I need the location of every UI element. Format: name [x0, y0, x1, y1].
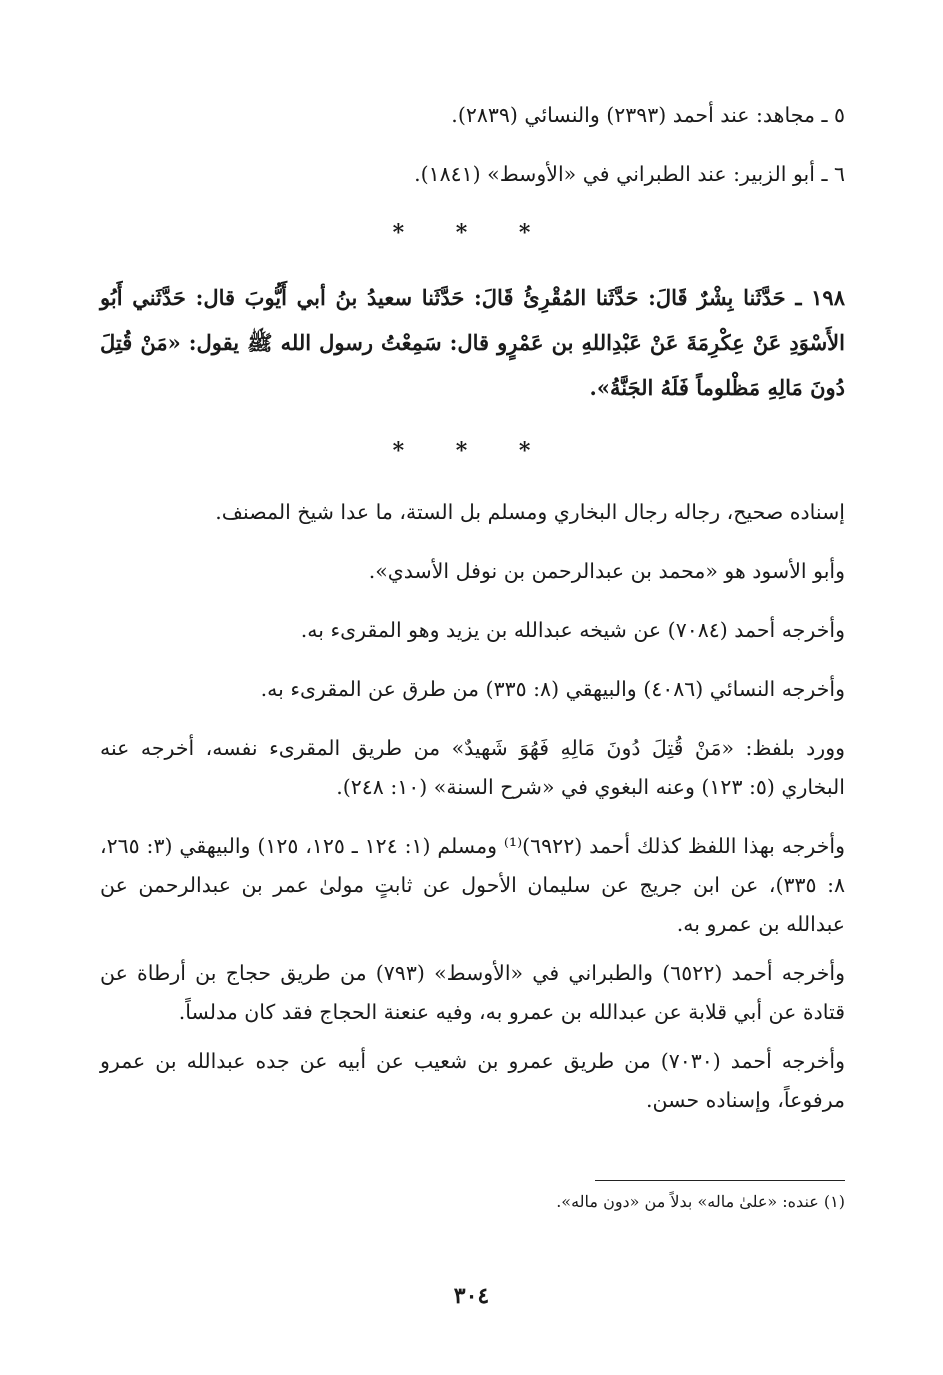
commentary-paragraph: وأخرجه بهذا اللفظ كذلك أحمد (٦٩٢٢)⁽¹⁾ ومسلم (١: ١٢٤ ـ ١٢٥، ١٢٥) والبيهقي (٣: ٢٦٥، ٨: ٣٣٥)، عن ابن جريج عن سليمان الأحول عن ثابتٍ مولىٰ عمر بن عبدالرحمن عن عبدالله بن عمرو به.: [100, 834, 845, 936]
footnote-divider: [595, 1180, 845, 1181]
section-separator-2: * * *: [392, 438, 553, 464]
commentary-paragraph: وأخرجه أحمد (٧٠٣٠) من طريق عمرو بن شعيب عن أبيه عن جده عبدالله بن عمرو مرفوعاً، وإسناده حسن.: [100, 1049, 845, 1112]
footnote: (١) عنده: «علىٰ ماله» بدلاً من «دون ماله».: [556, 1192, 845, 1211]
commentary-paragraph: وأخرجه أحمد (٧٠٨٤) عن شيخه عبدالله بن يزيد وهو المقرىء به.: [300, 618, 845, 642]
source-item-6: ٦ ـ أبو الزبير: عند الطبراني في «الأوسط» (١٨٤١).: [414, 162, 845, 186]
source-item-5: ٥ ـ مجاهد: عند أحمد (٢٣٩٣) والنسائي (٢٨٣٩).: [451, 103, 845, 127]
commentary-paragraph: وأبو الأسود هو «محمد بن عبدالرحمن بن نوفل الأسدي».: [368, 559, 845, 583]
section-separator: * * *: [392, 220, 553, 246]
commentary-paragraph: وأخرجه النسائي (٤٠٨٦) والبيهقي (٨: ٣٣٥) من طرق عن المقرىء به.: [260, 677, 845, 701]
commentary-paragraph: وأخرجه أحمد (٦٥٢٢) والطبراني في «الأوسط» (٧٩٣) من طريق حجاج بن أرطاة عن قتادة عن أبي قلابة عن عبدالله بن عمرو به، وفيه عنعنة الحجاج فقد كان مدلساً.: [100, 961, 845, 1024]
commentary-paragraph: وورد بلفظ: «مَنْ قُتِلَ دُونَ مَالِهِ فَهُوَ شَهيدٌ» من طريق المقرىء نفسه، أخرجه عنه البخاري (٥: ١٢٣) وعنه البغوي في «شرح السنة» (١٠: ٢٤٨).: [100, 736, 845, 799]
hadith-198-text: ١٩٨ ـ حَدَّثَنا بِشْرٌ قَالَ: حَدَّثَنا المُقْرِئُ قَالَ: حَدَّثَنا سعيدُ بنُ أبي أَيُّوبَ قال: حَدَّثَني أَبُو الأَسْوَدِ عَنْ عِكْرِمَةَ عَنْ عَبْدِاللهِ بن عَمْرٍو قال: سَمِعْتُ رسول الله ﷺ يقول: «مَنْ قُتِلَ دُونَ مَالِهِ مَظْلوماً فَلَهُ الجَنَّةُ».: [100, 285, 845, 400]
page-body: [100, 96, 845, 1130]
commentary-paragraph: إسناده صحيح، رجاله رجال البخاري ومسلم بل الستة، ما عدا شيخ المصنف.: [215, 500, 845, 524]
page-number: ٣٠٤: [453, 1283, 490, 1309]
